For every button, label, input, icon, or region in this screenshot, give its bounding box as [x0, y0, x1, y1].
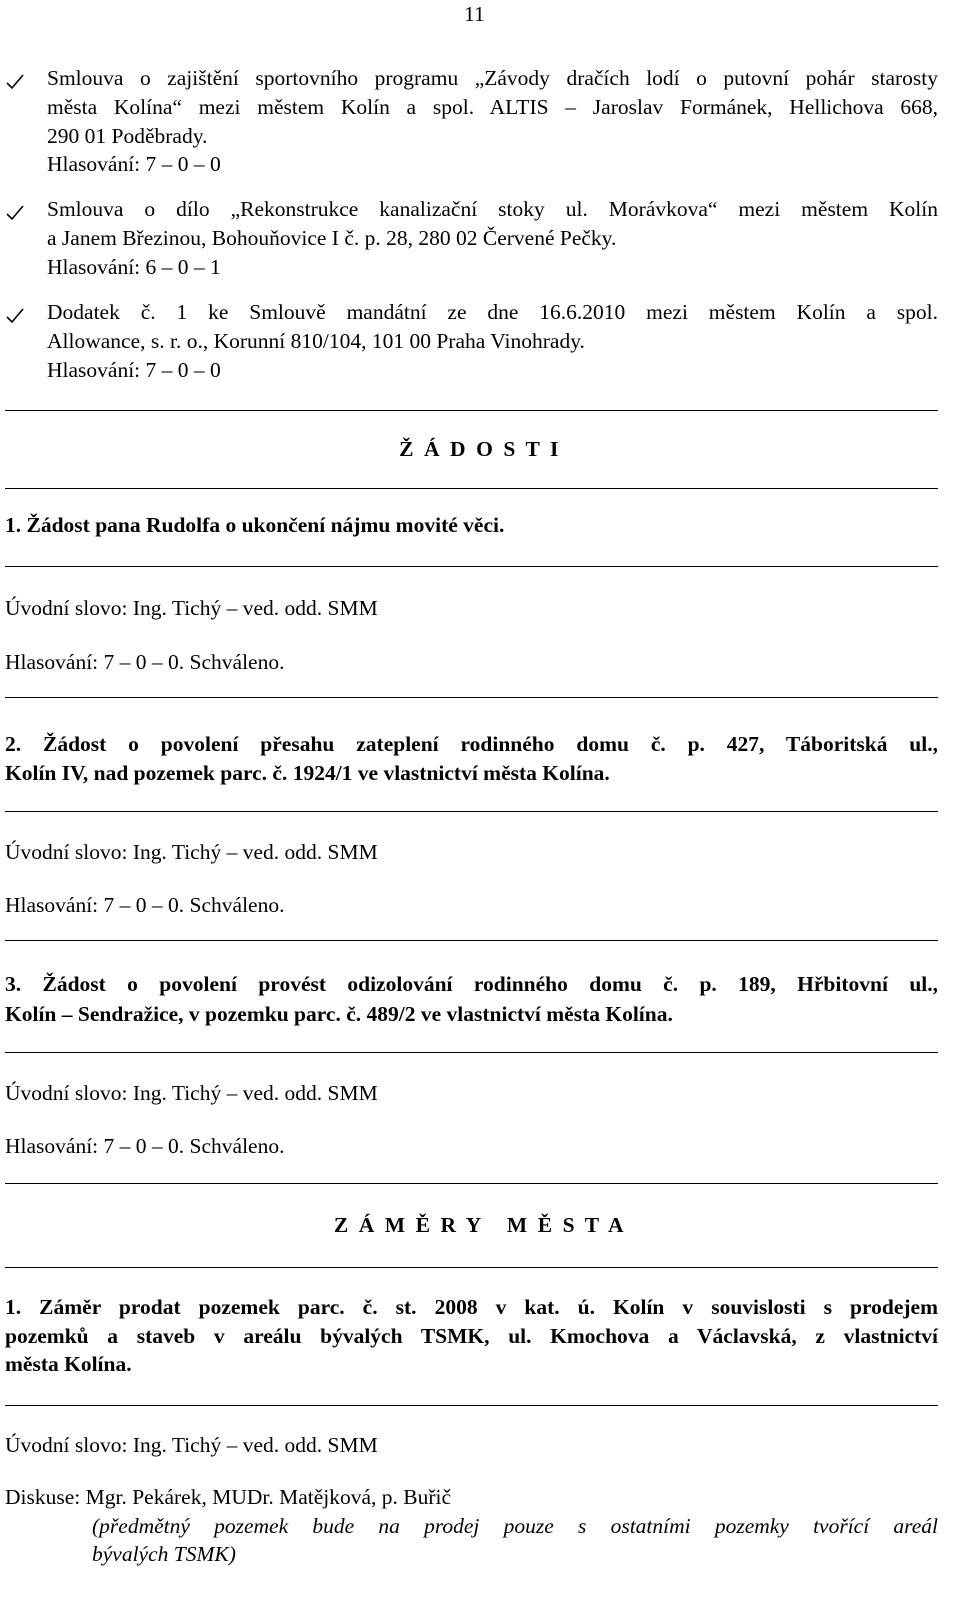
section-heading-requests: Ž Á D O S T I: [399, 437, 561, 461]
discussion-participants: Diskuse: Mgr. Pekárek, MUDr. Matějková, p. Buřič: [5, 1485, 452, 1509]
divider: [5, 410, 938, 411]
page-number: 11: [464, 2, 485, 26]
divider: [5, 811, 938, 812]
checkmark-icon: [5, 203, 25, 223]
request-title: 1. Žádost pana Rudolfa o ukončení nájmu movité věci.: [5, 513, 505, 537]
divider: [5, 1405, 938, 1406]
vote-result: Hlasování: 7 – 0 – 0. Schváleno.: [5, 1134, 285, 1158]
divider: [5, 566, 938, 567]
divider: [5, 488, 938, 489]
contract-text-line: Allowance, s. r. o., Korunní 810/104, 101 00 Praha Vinohrady.: [47, 329, 585, 353]
contract-text-line: města Kolína“ mezi městem Kolín a spol. ALTIS – Jaroslav Formánek, Hellichova 668,: [47, 95, 938, 119]
intention-title: 1. Záměr prodat pozemek parc. č. st. 2008 v kat. ú. Kolín v souvislosti s prodejem: [5, 1295, 938, 1319]
contract-text-line: Dodatek č. 1 ke Smlouvě mandátní ze dne 16.6.2010 mezi městem Kolín a spol.: [47, 300, 938, 324]
vote-result: Hlasování: 7 – 0 – 0. Schváleno.: [5, 650, 285, 674]
request-title: 2. Žádost o povolení přesahu zateplení rodinného domu č. p. 427, Táboritská ul.,: [5, 732, 938, 756]
divider: [5, 940, 938, 941]
divider: [5, 697, 938, 698]
request-title: 3. Žádost o povolení provést odizolování rodinného domu č. p. 189, Hřbitovní ul.,: [5, 972, 938, 996]
divider: [5, 1183, 938, 1184]
intro-speaker: Úvodní slovo: Ing. Tichý – ved. odd. SMM: [5, 840, 378, 864]
divider: [5, 1052, 938, 1053]
vote-result: Hlasování: 7 – 0 – 0: [47, 358, 221, 382]
contract-text-line: Smlouva o dílo „Rekonstrukce kanalizační stoky ul. Morávkova“ mezi městem Kolín: [47, 197, 938, 221]
checkmark-icon: [5, 306, 25, 326]
vote-result: Hlasování: 7 – 0 – 0. Schváleno.: [5, 893, 285, 917]
vote-result: Hlasování: 6 – 0 – 1: [47, 255, 221, 279]
intention-title: pozemků a staveb v areálu bývalých TSMK, ul. Kmochova a Václavská, z vlastnictví: [5, 1324, 938, 1348]
intro-speaker: Úvodní slovo: Ing. Tichý – ved. odd. SMM: [5, 596, 378, 620]
contract-text-line: Smlouva o zajištění sportovního programu „Závody dračích lodí o putovní pohár starosty: [47, 66, 938, 90]
section-heading-intentions: Z Á M Ě R Y M Ě S T A: [333, 1213, 627, 1237]
intro-speaker: Úvodní slovo: Ing. Tichý – ved. odd. SMM: [5, 1081, 378, 1105]
divider: [5, 1267, 938, 1268]
checkmark-icon: [5, 72, 25, 92]
intention-title: města Kolína.: [5, 1352, 132, 1376]
request-title: Kolín – Sendražice, v pozemku parc. č. 489/2 ve vlastnictví města Kolína.: [5, 1002, 673, 1026]
note-text: (předmětný pozemek bude na prodej pouze s ostatními pozemky tvořící areál: [92, 1514, 938, 1538]
vote-result: Hlasování: 7 – 0 – 0: [47, 152, 221, 176]
contract-text-line: 290 01 Poděbrady.: [47, 124, 208, 148]
note-text: bývalých TSMK): [92, 1542, 236, 1566]
intro-speaker: Úvodní slovo: Ing. Tichý – ved. odd. SMM: [5, 1433, 378, 1457]
contract-text-line: a Janem Březinou, Bohouňovice I č. p. 28, 280 02 Červené Pečky.: [47, 226, 617, 250]
request-title: Kolín IV, nad pozemek parc. č. 1924/1 ve vlastnictví města Kolína.: [5, 761, 610, 785]
